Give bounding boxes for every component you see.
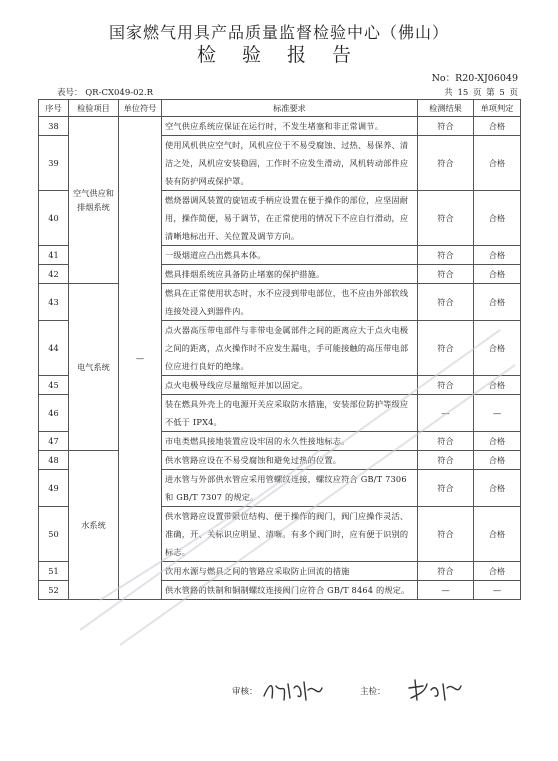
requirement-text: 装在燃具外壳上的电源开关应采取防水措施，安装部位防护等级应不低于 IPX4。 (162, 395, 418, 432)
verdict-text: 合格 (474, 117, 521, 136)
result-text: 符合 (418, 451, 474, 470)
requirement-text: 燃烧器调风装置的旋钮或手柄应设置在便于操作的部位，应坚固耐用，操作简便，易于调节，在正常使用的情况下不应自行滑动，应清晰地标出开、关位置及调节方向。 (162, 191, 418, 246)
row-number: 43 (39, 284, 69, 321)
requirement-text: 进水管与外部供水管应采用管螺纹连接，螺纹应符合 GB/T 7306 和 GB/T 7307 的规定。 (162, 470, 418, 507)
chief-signature-image (405, 676, 465, 704)
row-number: 50 (39, 507, 69, 562)
header-result: 检测结果 (418, 100, 474, 117)
requirement-text: 燃具在正常使用状态时，水不应浸到带电部位，也不应由外部软线连接处浸入到器件内。 (162, 284, 418, 321)
verdict-text: 合格 (474, 562, 521, 581)
result-text: 符合 (418, 117, 474, 136)
verdict-text: 合格 (474, 284, 521, 321)
row-number: 46 (39, 395, 69, 432)
verdict-text: 合格 (474, 191, 521, 246)
requirement-text: 市电类燃具接地装置应设牢固的永久性接地标志。 (162, 432, 418, 451)
category-air-supply: 空气供应和排烟系统 (69, 117, 119, 284)
verdict-text: — (474, 581, 521, 600)
result-text: 符合 (418, 284, 474, 321)
inspection-table (38, 99, 521, 600)
page-info: 共 15 页 第 5 页 (444, 88, 518, 98)
requirement-text: 供水管路应设在不易受腐蚀和避免过热的位置。 (162, 451, 418, 470)
requirement-text: 一级烟道应凸出燃具本体。 (162, 246, 418, 265)
row-number: 48 (39, 451, 69, 470)
row-number: 41 (39, 246, 69, 265)
form-number: 表号： QR-CX049-02.R (57, 88, 154, 98)
result-text: 符合 (418, 136, 474, 191)
requirement-text: 使用风机供应空气时，风机应位于不易受腐蚀、过热、易保养、清洁之处，风机应安装稳固，工作时不应发生滑动，风机转动部件应装有防护网或保护罩。 (162, 136, 418, 191)
verdict-text: — (474, 395, 521, 432)
row-number: 44 (39, 321, 69, 376)
row-number: 45 (39, 376, 69, 395)
report-number: No：R20-XJ06049 (431, 73, 518, 84)
table-row (39, 117, 521, 136)
result-text: — (418, 581, 474, 600)
table-row (39, 284, 521, 321)
header-item: 检验项目 (69, 100, 119, 117)
report-title: 检 验 报 告 (196, 44, 362, 66)
row-number: 51 (39, 562, 69, 581)
chief-inspector-label: 主检： (360, 687, 386, 697)
requirement-text: 点火器高压带电部件与非带电金属部件之间的距离应大于点火电极之间的距离，点火操作时不应发生漏电，手可能接触的高压带电部位应进行良好的绝缘。 (162, 321, 418, 376)
category-electric: 电气系统 (69, 284, 119, 451)
result-text: — (418, 395, 474, 432)
verdict-text: 合格 (474, 321, 521, 376)
result-text: 符合 (418, 191, 474, 246)
header-verdict: 单项判定 (474, 100, 521, 117)
reviewer-signature-image (260, 676, 326, 704)
result-text: 符合 (418, 376, 474, 395)
result-text: 符合 (418, 265, 474, 284)
header-requirement: 标准要求 (162, 100, 418, 117)
row-number: 49 (39, 470, 69, 507)
result-text: 符合 (418, 432, 474, 451)
row-number: 42 (39, 265, 69, 284)
requirement-text: 点火电极导线应尽量缩短并加以固定。 (162, 376, 418, 395)
result-text: 符合 (418, 470, 474, 507)
category-water: 水系统 (69, 451, 119, 600)
verdict-text: 合格 (474, 451, 521, 470)
verdict-text: 合格 (474, 136, 521, 191)
row-number: 47 (39, 432, 69, 451)
unit-symbol: — (119, 117, 162, 600)
row-number: 39 (39, 136, 69, 191)
row-number: 52 (39, 581, 69, 600)
verdict-text: 合格 (474, 432, 521, 451)
header-serial: 序号 (39, 100, 69, 117)
row-number: 38 (39, 117, 69, 136)
verdict-text: 合格 (474, 246, 521, 265)
result-text: 符合 (418, 246, 474, 265)
requirement-text: 燃具排烟系统应具备防止堵塞的保护措施。 (162, 265, 418, 284)
table-row (39, 451, 521, 470)
requirement-text: 饮用水源与燃具之间的管路应采取防止回流的措施 (162, 562, 418, 581)
result-text: 符合 (418, 321, 474, 376)
requirement-text: 空气供应系统应保证在运行时，不发生堵塞和非正常调节。 (162, 117, 418, 136)
header-unit: 单位符号 (119, 100, 162, 117)
requirement-text: 供水管路应设置带限位结构、便于操作的阀门，阀门应操作灵活、准确，开、关标识应明显、清晰。有多个阀门时，应有便于识别的标志。 (162, 507, 418, 562)
reviewer-label: 审核： (232, 687, 258, 697)
verdict-text: 合格 (474, 507, 521, 562)
verdict-text: 合格 (474, 265, 521, 284)
organization-name: 国家燃气用具产品质量监督检验中心（佛山） (108, 23, 449, 42)
row-number: 40 (39, 191, 69, 246)
result-text: 符合 (418, 507, 474, 562)
verdict-text: 合格 (474, 470, 521, 507)
requirement-text: 供水管路的铁制和铜制螺纹连接阀门应符合 GB/T 8464 的规定。 (162, 581, 418, 600)
verdict-text: 合格 (474, 376, 521, 395)
result-text: 符合 (418, 562, 474, 581)
table-header-row (39, 100, 521, 117)
